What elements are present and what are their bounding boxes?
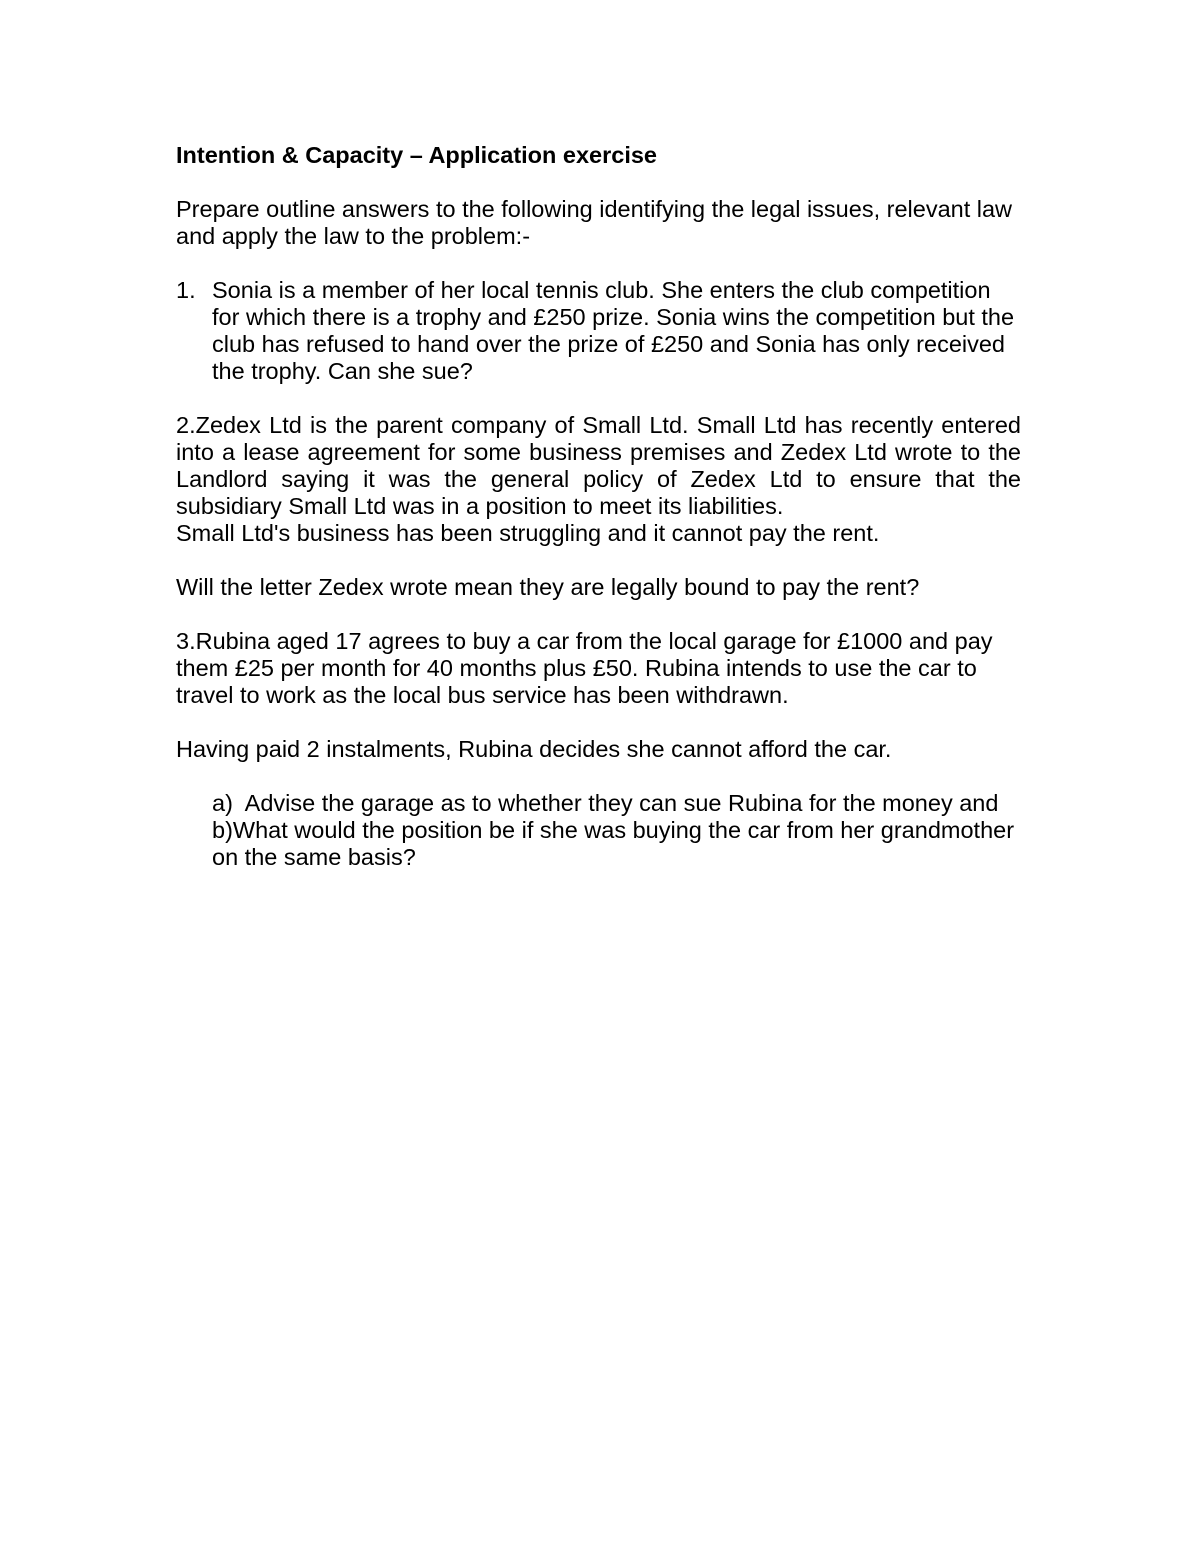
question-2-line: subsidiary Small Ltd was in a position to meet its liabilities. xyxy=(176,493,784,519)
spacer xyxy=(176,709,1021,736)
question-1-line: Sonia is a member of her local tennis club. She enters the club competition xyxy=(212,277,991,303)
spacer xyxy=(176,763,1021,790)
spacer xyxy=(176,601,1021,628)
question-1-line: for which there is a trophy and £250 prize. Sonia wins the competition but the xyxy=(212,304,1015,330)
question-1-number: 1. xyxy=(176,277,196,303)
question-3-line: them £25 per month for 40 months plus £50. Rubina intends to use the car to xyxy=(176,655,977,681)
question-2-followup: Small Ltd's business has been struggling and it cannot pay the rent. xyxy=(176,520,880,546)
question-3-sub-questions xyxy=(176,790,1021,871)
question-3-followup: Having paid 2 instalments, Rubina decides she cannot afford the car. xyxy=(176,736,892,762)
intro-line: and apply the law to the problem:- xyxy=(176,223,531,249)
intro-paragraph xyxy=(176,196,1021,250)
question-3-line: travel to work as the local bus service has been withdrawn. xyxy=(176,682,789,708)
document-title: Intention & Capacity – Application exercise xyxy=(176,142,658,168)
question-2-line: Landlord saying it was the general policy of Zedex Ltd to ensure that the xyxy=(176,466,1021,492)
sub-question-a: a) Advise the garage as to whether they can sue Rubina for the money and xyxy=(212,790,999,816)
question-3-line: 3.Rubina aged 17 agrees to buy a car from the local garage for £1000 and pay xyxy=(176,628,993,654)
question-2-question: Will the letter Zedex wrote mean they are legally bound to pay the rent? xyxy=(176,574,920,600)
spacer xyxy=(176,250,1021,277)
question-3 xyxy=(176,628,1021,871)
question-1-line: club has refused to hand over the prize of £250 and Sonia has only received xyxy=(212,331,1005,357)
question-2 xyxy=(176,412,1021,601)
question-1 xyxy=(176,277,1021,385)
document-page xyxy=(176,142,1021,871)
sub-question-b: b)What would the position be if she was buying the car from her grandmother xyxy=(212,817,1015,843)
question-1-text xyxy=(212,277,1021,385)
question-1-line: the trophy. Can she sue? xyxy=(212,358,473,384)
sub-question-b-continuation: on the same basis? xyxy=(212,844,416,870)
spacer xyxy=(176,547,1021,574)
question-2-line: into a lease agreement for some business premises and Zedex Ltd wrote to the xyxy=(176,439,1021,465)
intro-line: Prepare outline answers to the following identifying the legal issues, relevant law xyxy=(176,196,1013,222)
spacer xyxy=(176,169,1021,196)
spacer xyxy=(176,385,1021,412)
question-2-line: 2.Zedex Ltd is the parent company of Small Ltd. Small Ltd has recently entered xyxy=(176,412,1021,438)
